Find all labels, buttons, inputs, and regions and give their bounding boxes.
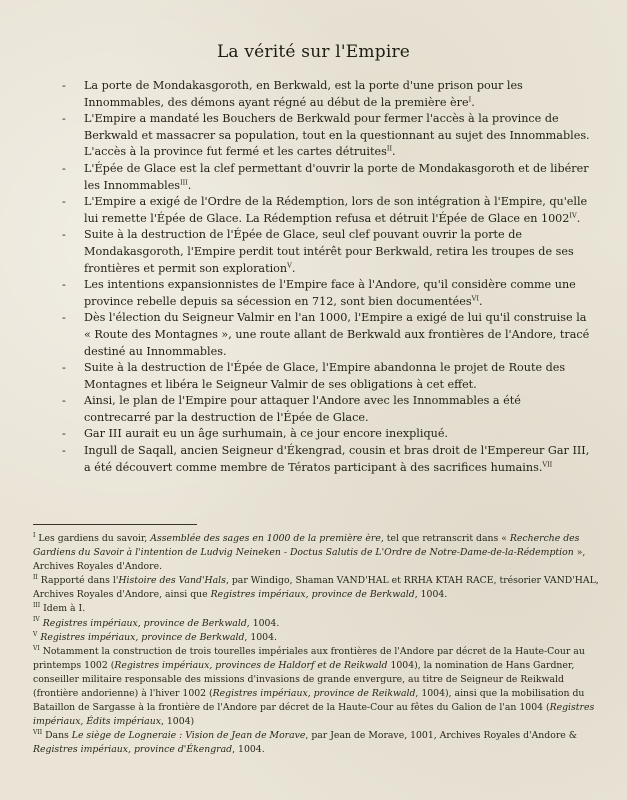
list-item xyxy=(62,360,590,393)
footnote-number: VI xyxy=(33,644,40,652)
list-item-text: Gar III aurait eu un âge surhumain, à ce jour encore inexpliqué. xyxy=(84,427,448,441)
list-item-punctuation: . xyxy=(471,95,475,109)
list-item xyxy=(62,111,590,161)
footnote-text: », Archives Royales d'Andore. xyxy=(33,547,586,573)
list-item xyxy=(62,393,590,426)
footnote-text: , 1004. xyxy=(244,631,277,643)
footnote-source-title: Recherche des Gardiens du Savoir à l'intention de Ludvig Neineken - Doctus Salutis de L'Ordre de Notre-Dame-de-la-Rédemption xyxy=(33,533,580,559)
footnote-source-title: Le siège de Logneraie : Vision de Jean de Morave xyxy=(71,730,306,742)
list-item xyxy=(62,194,590,227)
footnote xyxy=(33,532,599,574)
footnote-source-title: Histoire des Vand'Hals xyxy=(118,575,226,587)
footnote-divider xyxy=(33,524,197,525)
list-item-text: Ainsi, le plan de l'Empire pour attaquer l'Andore avec les Innommables a été contrecarré par la destruction de l'Épée de Glace. xyxy=(84,394,521,424)
list-item-punctuation: . xyxy=(478,294,483,308)
footnote-marker: V xyxy=(287,260,292,269)
footnote-source-title: Registres impériaux, province de Berkwald xyxy=(40,631,245,643)
footnote-marker: IV xyxy=(569,211,577,220)
footnote-text: , tel que retranscrit dans « xyxy=(380,533,510,544)
footnotes xyxy=(33,532,599,758)
list-item-punctuation: . xyxy=(392,145,396,159)
footnote xyxy=(33,631,599,645)
footnote-text: , par Jean de Morave, 1001, Archives Royales d'Andore & xyxy=(305,730,578,742)
list-item xyxy=(62,310,590,360)
list-item-punctuation: . xyxy=(187,178,192,192)
list-item xyxy=(62,443,590,476)
footnote-number: IV xyxy=(33,616,40,624)
footnote xyxy=(33,617,599,631)
footnote-text: , 1004. xyxy=(246,617,280,629)
page-title: La vérité sur l'Empire xyxy=(216,42,411,62)
footnote-text: Les gardiens du savoir, xyxy=(38,533,151,544)
footnote-text: Idem à I. xyxy=(43,603,86,615)
footnote-text: , 1004. xyxy=(232,744,265,756)
footnote-source-title: Registres impériaux, province d'Ékengrad xyxy=(33,744,233,756)
list-item-text: Les intentions expansionnistes de l'Empire face à l'Andore, qu'il considère comme une province rebelle depuis sa sécession en 712, sont bien documentées xyxy=(84,278,576,308)
claims-list xyxy=(62,78,590,476)
footnote-number: VII xyxy=(33,729,43,737)
footnote xyxy=(33,602,599,616)
footnote-text: , par Windigo, Shaman VAND'HAL et RRHA KTAH RACE, trésorier VAND'HAL, Archives Royales d'Andore, ainsi que xyxy=(33,575,599,601)
list-item-text: L'Empire a exigé de l'Ordre de la Rédemption, lors de son intégration à l'Empire, qu'elle lui remette l'Épée de Glace. La Rédemption refusa et détruit l'Épée de Glace en 1002 xyxy=(84,195,588,225)
footnote-number: II xyxy=(33,574,38,582)
list-item-text: Suite à la destruction de l'Épée de Glace, l'Empire abandonna le projet de Route des Montagnes et libéra le Seigneur Valmir de ses obligations à cet effet. xyxy=(84,361,566,391)
footnote-number: III xyxy=(33,602,41,610)
footnote xyxy=(33,729,599,757)
footnote-source-title: Registres impériaux, province de Reikwald xyxy=(212,688,416,700)
footnote-source-title: Registres impériaux, province de Berkwald xyxy=(210,589,415,601)
list-item xyxy=(62,78,590,111)
footnote-text: , 1004) xyxy=(160,716,195,728)
footnote-text: , 1004. xyxy=(414,589,448,601)
list-item-punctuation: . xyxy=(576,211,581,225)
list-item xyxy=(62,161,590,194)
footnote-source-title: Assemblée des sages en 1000 de la première ère xyxy=(150,533,381,544)
footnote-text: 1004), la nomination de Hans Gardner, conseiller militaire responsable des missions d'invasions de grande envergure, au titre de Seigneur de Reikwald (frontière andorienne) à l'hiver 1002 ( xyxy=(33,659,575,700)
footnote-marker: VII xyxy=(542,459,553,468)
footnote xyxy=(33,574,599,602)
list-item xyxy=(62,227,590,277)
list-item-text: L'Empire a mandaté les Bouchers de Berkwald pour fermer l'accès à la province de Berkwald et massacrer sa population, tout en la questionnant au sujet des Innommables. L'accès à la province fut fermé et les cartes détruites xyxy=(84,112,590,159)
list-item xyxy=(62,277,590,310)
footnote-number: I xyxy=(33,531,36,539)
footnote-source-title: Registres impériaux, province de Berkwald xyxy=(42,617,247,629)
footnote-number: V xyxy=(33,630,38,638)
list-item-text: Suite à la destruction de l'Épée de Glace, seul clef pouvant ouvrir la porte de Mondakasgoroth, l'Empire perdit tout intérêt pour Berkwald, retira les troupes de ses frontières et permit son exploration xyxy=(84,228,574,275)
list-item-punctuation: . xyxy=(291,261,296,275)
footnote-text: Rapporté dans l' xyxy=(40,575,119,587)
list-item-text: L'Épée de Glace est la clef permettant d'ouvrir la porte de Mondakasgoroth et de libérer les Innommables xyxy=(84,161,589,192)
list-item xyxy=(62,426,590,443)
footnote-marker: I xyxy=(468,94,472,103)
footnote-text: , 1004), ainsi que la mobilisation du Bataillon de Sargasse à la frontière de l'Andore par décret de la Haute-Cour au fêtes du Galion de l'an 1004 ( xyxy=(33,688,585,714)
footnote-marker: III xyxy=(180,177,188,186)
footnote-text: Notamment la construction de trois tourelles impériales aux frontières de l'Andore par décret de la Haute-Cour au printemps 1002 ( xyxy=(33,645,585,671)
footnote-text: Dans xyxy=(45,730,72,742)
footnote-source-title: Registres impériaux, Édits impériaux xyxy=(33,702,595,728)
list-item-text: Dès l'élection du Seigneur Valmir en l'an 1000, l'Empire a exigé de lui qu'il construise la « Route des Montagnes », une route allant de Berkwald aux frontières de l'Andore, tracé destiné au Innommables. xyxy=(84,311,590,358)
footnote-marker: II xyxy=(386,144,393,153)
footnote-source-title: Registres impériaux, provinces de Haldorf et de Reikwald xyxy=(114,659,388,671)
footnote xyxy=(33,645,599,730)
footnote-marker: VI xyxy=(471,293,479,302)
list-item-text: La porte de Mondakasgoroth, en Berkwald, est la porte d'une prison pour les Innommables, des démons ayant régné au début de la première ère xyxy=(84,79,523,109)
list-item-text: Ingull de Saqall, ancien Seigneur d'Ékengrad, cousin et bras droit de l'Empereur Gar III, a été découvert comme membre de Tératos participant à des sacrifices humains. xyxy=(84,444,590,474)
